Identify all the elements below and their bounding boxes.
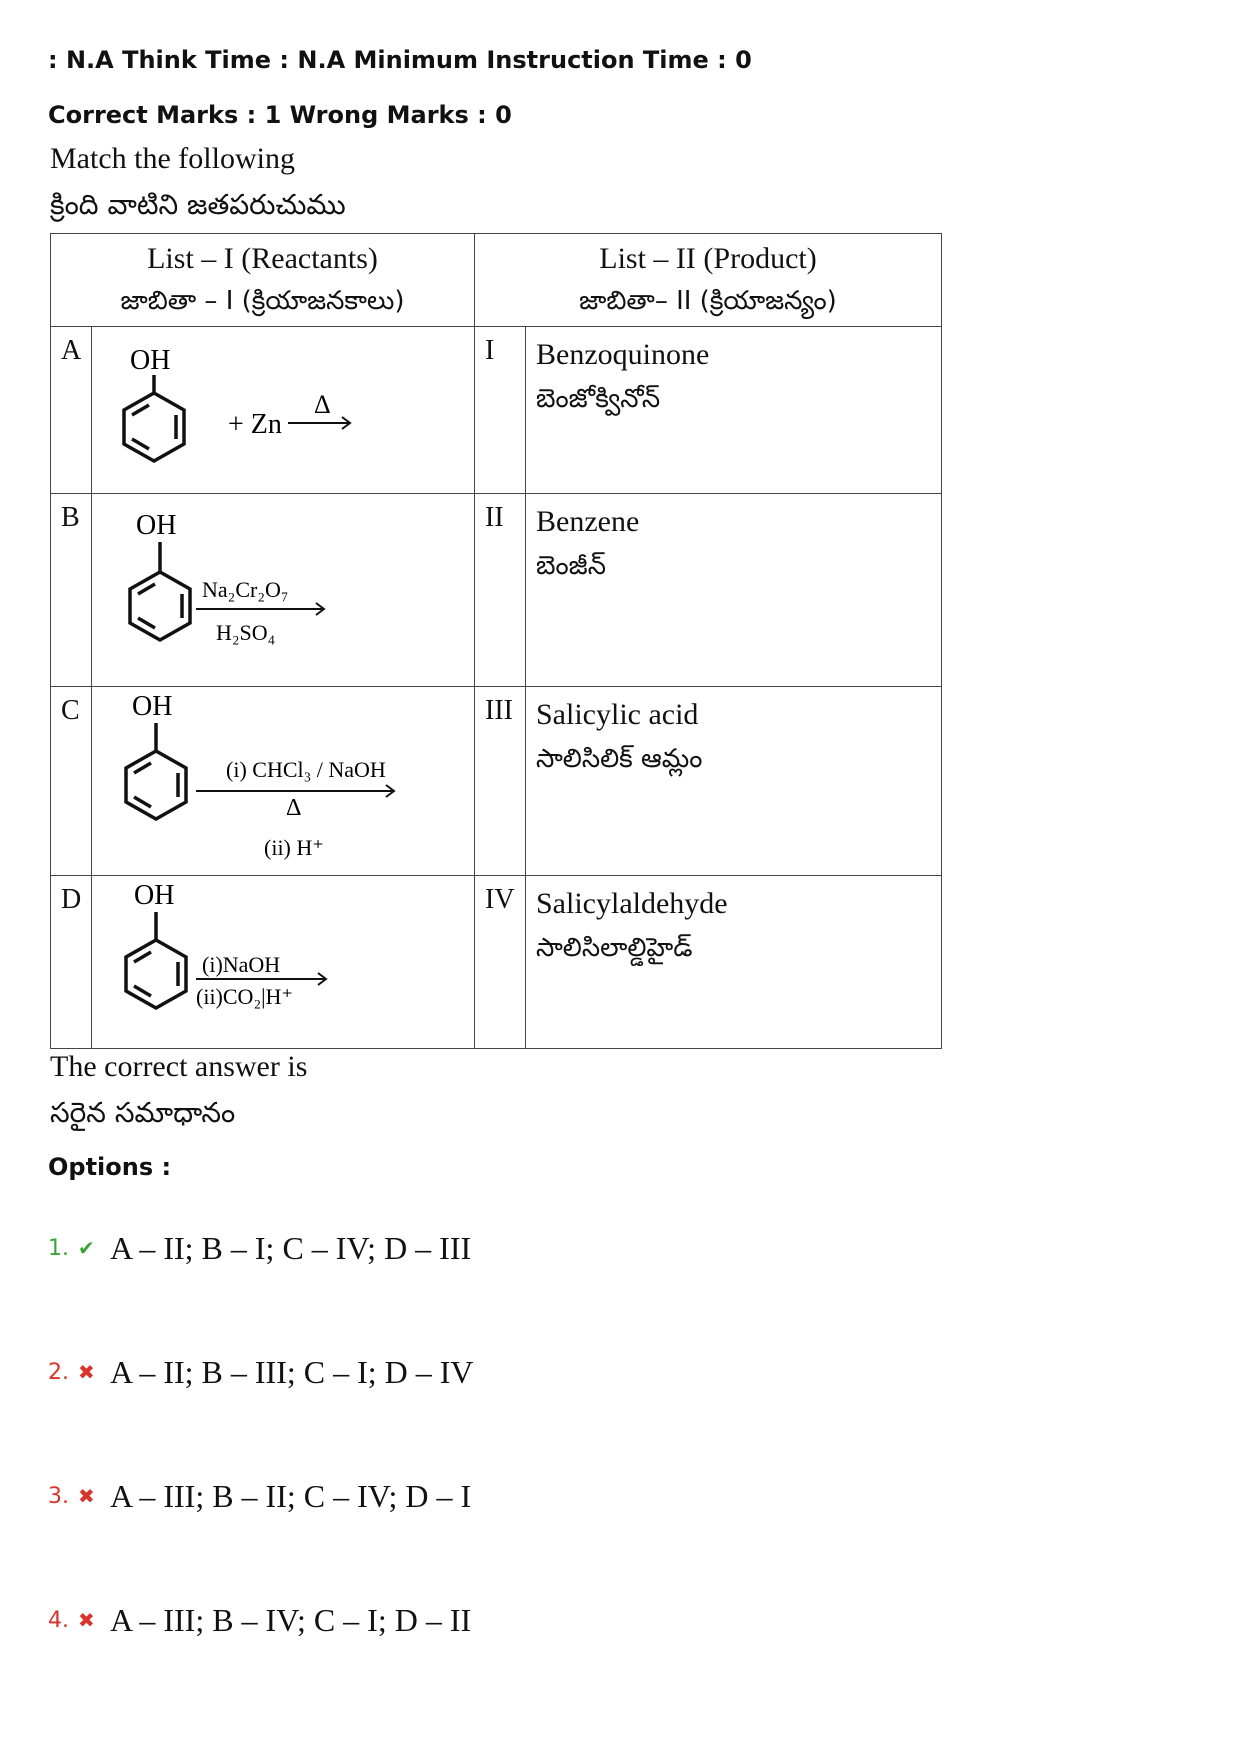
list2-header <box>475 234 942 327</box>
product-en: Salicylic acid <box>536 698 699 731</box>
question-prompt-en: Match the following <box>50 142 295 175</box>
row-label: C <box>51 687 92 876</box>
product-en: Salicylaldehyde <box>536 887 728 920</box>
options-label: Options : <box>48 1153 172 1181</box>
match-table <box>50 233 942 1049</box>
row-roman: II <box>475 494 526 687</box>
phenol-ring-icon <box>126 723 186 819</box>
product-te: సాలిసిలాల్డిహైడ్ <box>536 933 693 963</box>
cross-icon: ✖ <box>78 1360 95 1384</box>
oh-label: OH <box>134 880 175 911</box>
option-text: A – II; B – III; C – I; D – IV <box>110 1353 474 1390</box>
question-prompt-te: క్రింది వాటిని జతపరుచుము <box>50 188 346 221</box>
reagent-above: Δ <box>314 390 331 419</box>
row-label: A <box>51 327 92 494</box>
phenol-ring-icon <box>130 542 190 640</box>
header-marks: Correct Marks : 1 Wrong Marks : 0 <box>48 101 512 129</box>
table-row <box>51 494 942 687</box>
option-text: A – III; B – II; C – IV; D – I <box>110 1477 472 1514</box>
option-number: 1. <box>48 1235 69 1261</box>
reagent-above: (i)NaOH <box>202 952 281 977</box>
row-roman: III <box>475 687 526 876</box>
table-row <box>51 876 942 1049</box>
reagent-below: (ii)CO₂|H⁺ <box>196 984 294 1009</box>
reactant-c <box>92 687 475 876</box>
reagent-text: + Zn <box>228 409 282 440</box>
product-te: బెంజోక్వినోన్ <box>536 384 661 414</box>
reactant-d <box>92 876 475 1049</box>
list1-title-te: జాబితా – I (క్రియాజనకాలు) <box>120 286 405 316</box>
table-row <box>51 327 942 494</box>
list1-header <box>51 234 475 327</box>
option-number: 4. <box>48 1607 69 1633</box>
list2-title-en: List – II (Product) <box>599 242 817 275</box>
reagent-below: (ii) H⁺ <box>264 835 324 860</box>
check-icon: ✔ <box>78 1236 95 1260</box>
reactant-a <box>92 327 475 494</box>
oh-label: OH <box>130 345 171 376</box>
product-cell <box>526 327 942 494</box>
reactant-b <box>92 494 475 687</box>
option-2[interactable] <box>48 1352 474 1392</box>
phenol-ring-icon <box>126 912 186 1008</box>
cross-icon: ✖ <box>78 1608 95 1632</box>
phenol-ring-icon <box>124 375 184 461</box>
answer-prompt-en: The correct answer is <box>50 1050 308 1083</box>
row-roman: IV <box>475 876 526 1049</box>
product-cell <box>526 876 942 1049</box>
option-number: 3. <box>48 1483 69 1509</box>
answer-prompt-te: సరైన సమాధానం <box>50 1096 236 1129</box>
option-text: A – II; B – I; C – IV; D – III <box>110 1229 472 1266</box>
table-row <box>51 687 942 876</box>
arrow-icon <box>196 603 324 615</box>
option-text: A – III; B – IV; C – I; D – II <box>110 1601 472 1638</box>
product-cell <box>526 687 942 876</box>
reagent-above: Na₂Cr₂O₇ <box>202 577 289 602</box>
list2-title-te: జాబితా– II (క్రియాజన్యం) <box>579 286 837 316</box>
list1-title-en: List – I (Reactants) <box>147 242 378 275</box>
option-1[interactable] <box>48 1228 471 1268</box>
product-en: Benzoquinone <box>536 338 710 371</box>
row-roman: I <box>475 327 526 494</box>
reagent-above: Δ <box>286 795 302 821</box>
product-en: Benzene <box>536 505 640 538</box>
option-3[interactable] <box>48 1476 471 1516</box>
row-label: D <box>51 876 92 1049</box>
reagent-below: H₂SO₄ <box>216 620 276 645</box>
oh-label: OH <box>132 691 173 722</box>
product-te: సాలిసిలిక్ ఆమ్లం <box>536 744 703 774</box>
cross-icon: ✖ <box>78 1484 95 1508</box>
option-number: 2. <box>48 1359 69 1385</box>
reagent-text: (i) CHCl₃ / NaOH <box>226 757 386 782</box>
product-cell <box>526 494 942 687</box>
header-timing: : N.A Think Time : N.A Minimum Instruction Time : 0 <box>48 46 752 74</box>
row-label: B <box>51 494 92 687</box>
oh-label: OH <box>136 510 177 541</box>
option-4[interactable] <box>48 1600 471 1640</box>
product-te: బెంజీన్ <box>536 551 606 581</box>
